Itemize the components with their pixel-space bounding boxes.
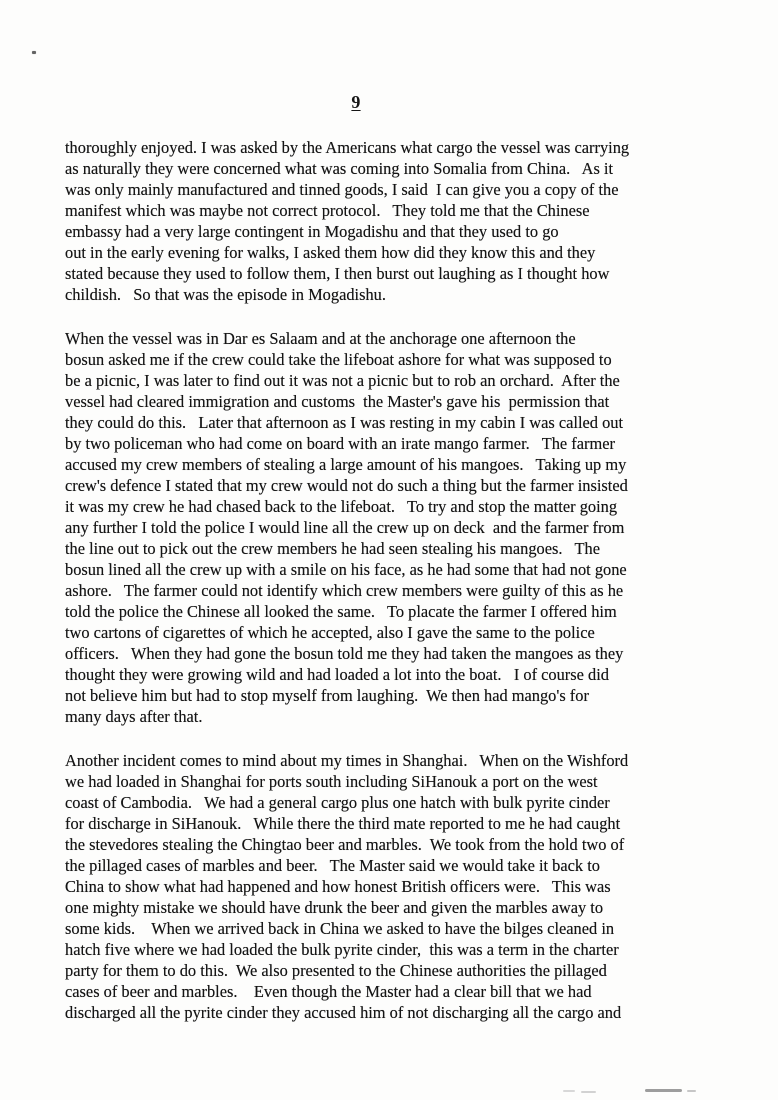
text-line: they could do this. Later that afternoon as I was resting in my cabin I was called out [65, 413, 624, 432]
text-line: party for them to do this. We also presented to the Chinese authorities the pillaged [65, 961, 607, 980]
text-line: the stevedores stealing the Chingtao beer and marbles. We took from the hold two of [65, 835, 625, 854]
text-line: stated because they used to follow them, I then burst out laughing as I thought how [65, 264, 610, 283]
scan-speck [32, 51, 36, 54]
text-line: China to show what had happened and how honest British officers were. This was [65, 877, 611, 896]
page-number: 9 [351, 92, 361, 112]
text-line: many days after that. [65, 707, 203, 726]
text-line: we had loaded in Shanghai for ports south including SiHanouk a port on the west [65, 772, 598, 791]
text-line: some kids. When we arrived back in China we asked to have the bilges cleaned in [65, 919, 615, 938]
text-line: told the police the Chinese all looked the same. To placate the farmer I offered him [65, 602, 617, 621]
text-line: the line out to pick out the crew members he had seen stealing his mangoes. The [65, 539, 600, 558]
text-line: was only mainly manufactured and tinned goods, I said I can give you a copy of the [65, 180, 619, 199]
text-line: thoroughly enjoyed. I was asked by the Americans what cargo the vessel was carrying [65, 138, 630, 157]
text-line: hatch five where we had loaded the bulk pyrite cinder, this was a term in the charter [65, 940, 619, 959]
text-line: manifest which was maybe not correct protocol. They told me that the Chinese [65, 201, 590, 220]
text-line: by two policeman who had come on board with an irate mango farmer. The farmer [65, 434, 615, 453]
text-line: cases of beer and marbles. Even though the Master had a clear bill that we had [65, 982, 592, 1001]
text-line: ashore. The farmer could not identify which crew members were guilty of this as he [65, 581, 624, 600]
paragraph-dar-es-salaam [65, 328, 755, 727]
text-line: two cartons of cigarettes of which he accepted, also I gave the same to the police [65, 623, 595, 642]
scan-smudge [687, 1090, 696, 1092]
text-line: for discharge in SiHanouk. While there the third mate reported to me he had caught [65, 814, 621, 833]
text-line: coast of Cambodia. We had a general cargo plus one hatch with bulk pyrite cinder [65, 793, 610, 812]
text-line: officers. When they had gone the bosun told me they had taken the mangoes as they [65, 644, 624, 663]
text-line: be a picnic, I was later to find out it was not a picnic but to rob an orchard. After the [65, 371, 620, 390]
text-line: bosun asked me if the crew could take the lifeboat ashore for what was supposed to [65, 350, 612, 369]
text-line: any further I told the police I would line all the crew up on deck and the farmer from [65, 518, 625, 537]
text-line: the pillaged cases of marbles and beer. The Master said we would take it back to [65, 856, 600, 875]
text-line: vessel had cleared immigration and customs the Master's gave his permission that [65, 392, 610, 411]
scan-smudge [645, 1089, 682, 1092]
paragraph-mogadishu [65, 137, 755, 305]
text-line: one mighty mistake we should have drunk the beer and given the marbles away to [65, 898, 604, 917]
document-body [65, 137, 755, 1023]
text-line: thought they were growing wild and had loaded a lot into the boat. I of course did [65, 665, 609, 684]
text-line: as naturally they were concerned what was coming into Somalia from China. As it [65, 159, 614, 178]
text-line: accused my crew members of stealing a large amount of his mangoes. Taking up my [65, 455, 627, 474]
text-line: embassy had a very large contingent in Mogadishu and that they used to go [65, 222, 559, 241]
scan-smudge [563, 1090, 575, 1092]
text-line: out in the early evening for walks, I asked them how did they know this and they [65, 243, 596, 262]
text-line: it was my crew he had chased back to the lifeboat. To try and stop the matter going [65, 497, 618, 516]
text-line: discharged all the pyrite cinder they accused him of not discharging all the cargo and [65, 1003, 622, 1022]
paragraph-shanghai [65, 750, 755, 1023]
text-line: childish. So that was the episode in Mogadishu. [65, 285, 386, 304]
text-line: When the vessel was in Dar es Salaam and at the anchorage one afternoon the [65, 329, 576, 348]
text-line: bosun lined all the crew up with a smile on his face, as he had some that had not gone [65, 560, 627, 579]
text-line: not believe him but had to stop myself from laughing. We then had mango's for [65, 686, 589, 705]
text-line: Another incident comes to mind about my times in Shanghai. When on the Wishford [65, 751, 629, 770]
text-line: crew's defence I stated that my crew would not do such a thing but the farmer insisted [65, 476, 628, 495]
scan-smudge [581, 1091, 596, 1093]
